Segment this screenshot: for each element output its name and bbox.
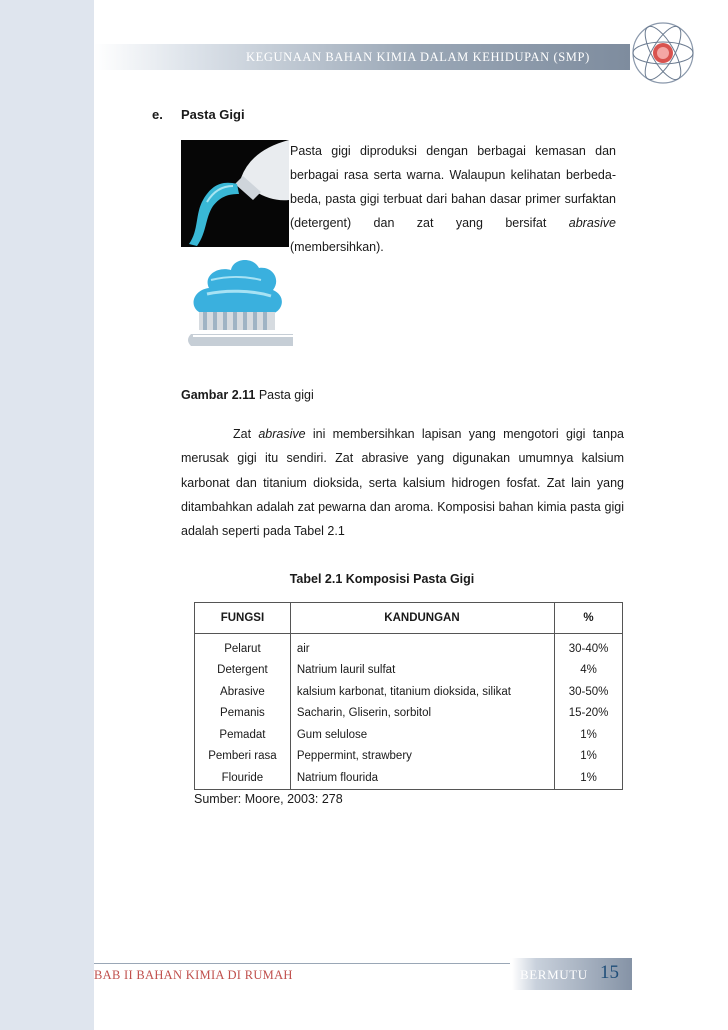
cell-kandungan: Gum selulose — [290, 724, 554, 746]
table-source: Sumber: Moore, 2003: 278 — [194, 792, 343, 806]
toothpaste-tube-image — [181, 140, 289, 247]
table-row — [195, 660, 623, 682]
cell-kandungan: Natrium flourida — [290, 767, 554, 789]
cell-fungsi: Abrasive — [195, 681, 291, 703]
cell-percent: 30-50% — [568, 685, 609, 698]
cell-percent: 1% — [580, 750, 597, 763]
atom-logo-icon — [628, 18, 698, 88]
cell-fungsi: Pemadat — [195, 724, 291, 746]
cell-kandungan: Natrium lauril sulfat — [290, 660, 554, 682]
section-letter: e. — [152, 107, 163, 122]
header-title: KEGUNAAN BAHAN KIMIA DALAM KEHIDUPAN (SMP) — [246, 50, 590, 64]
cell-percent: 4% — [580, 664, 597, 677]
table-row — [195, 724, 623, 746]
footer-divider — [94, 963, 510, 964]
cell-percent: 1% — [580, 728, 597, 741]
cell-fungsi: Pemberi rasa — [195, 746, 291, 768]
cell-percent: 1% — [580, 771, 597, 784]
footer-chapter-title: BAB II BAHAN KIMIA DI RUMAH — [94, 968, 293, 982]
intro-paragraph: Pasta gigi diproduksi dengan berbagai kemasan dan berbagai rasa serta warna. Walaupun kelihatan berbeda-beda, pasta gigi terbuat dari bahan dasar primer surfaktan (detergent) dan zat yang bersifat abrasive (membersihkan). — [290, 144, 616, 254]
cell-fungsi: Pelarut — [195, 634, 291, 660]
figure-caption — [181, 388, 314, 402]
figure-caption-text: Pasta gigi — [255, 388, 314, 402]
body-paragraph: Zat abrasive ini membersihkan lapisan yang mengotori gigi tanpa merusak gigi itu sendiri. Zat abrasive yang digunakan umumnya kalsium karbonat dan titanium dioksida, serta kalsium hidrogen fosfat. Zat lain yang ditambahkan adalah zat pewarna dan aroma. Komposisi bahan kimia pasta gigi adalah seperti pada Tabel 2.1 — [181, 427, 624, 539]
table-title: Tabel 2.1 Komposisi Pasta Gigi — [289, 572, 475, 586]
cell-kandungan: Peppermint, strawbery — [290, 746, 554, 768]
header-fungsi: FUNGSI — [195, 603, 291, 634]
table-row — [195, 703, 623, 725]
cell-kandungan: air — [290, 634, 554, 660]
cell-fungsi: Detergent — [195, 660, 291, 682]
composition-table — [194, 602, 623, 790]
figure-label: Gambar 2.11 — [181, 388, 256, 402]
toothbrush-image — [181, 250, 293, 360]
page-number: 15 — [600, 962, 619, 983]
cell-percent: 15-20% — [568, 707, 609, 720]
table-row — [195, 767, 623, 789]
header-percent: % — [555, 603, 623, 634]
cell-kandungan: kalsium karbonat, titanium dioksida, silikat — [290, 681, 554, 703]
table-row — [195, 634, 623, 660]
footer-program-name: BERMUTU — [520, 967, 588, 982]
table-header-row — [195, 603, 623, 634]
table-row — [195, 746, 623, 768]
cell-fungsi: Pemanis — [195, 703, 291, 725]
cell-percent: 30-40% — [568, 642, 609, 655]
header-kandungan: KANDUNGAN — [290, 603, 554, 634]
left-margin-band — [0, 0, 94, 1030]
section-title: Pasta Gigi — [181, 107, 245, 122]
cell-kandungan: Sacharin, Gliserin, sorbitol — [290, 703, 554, 725]
table-row — [195, 681, 623, 703]
cell-fungsi: Flouride — [195, 767, 291, 789]
